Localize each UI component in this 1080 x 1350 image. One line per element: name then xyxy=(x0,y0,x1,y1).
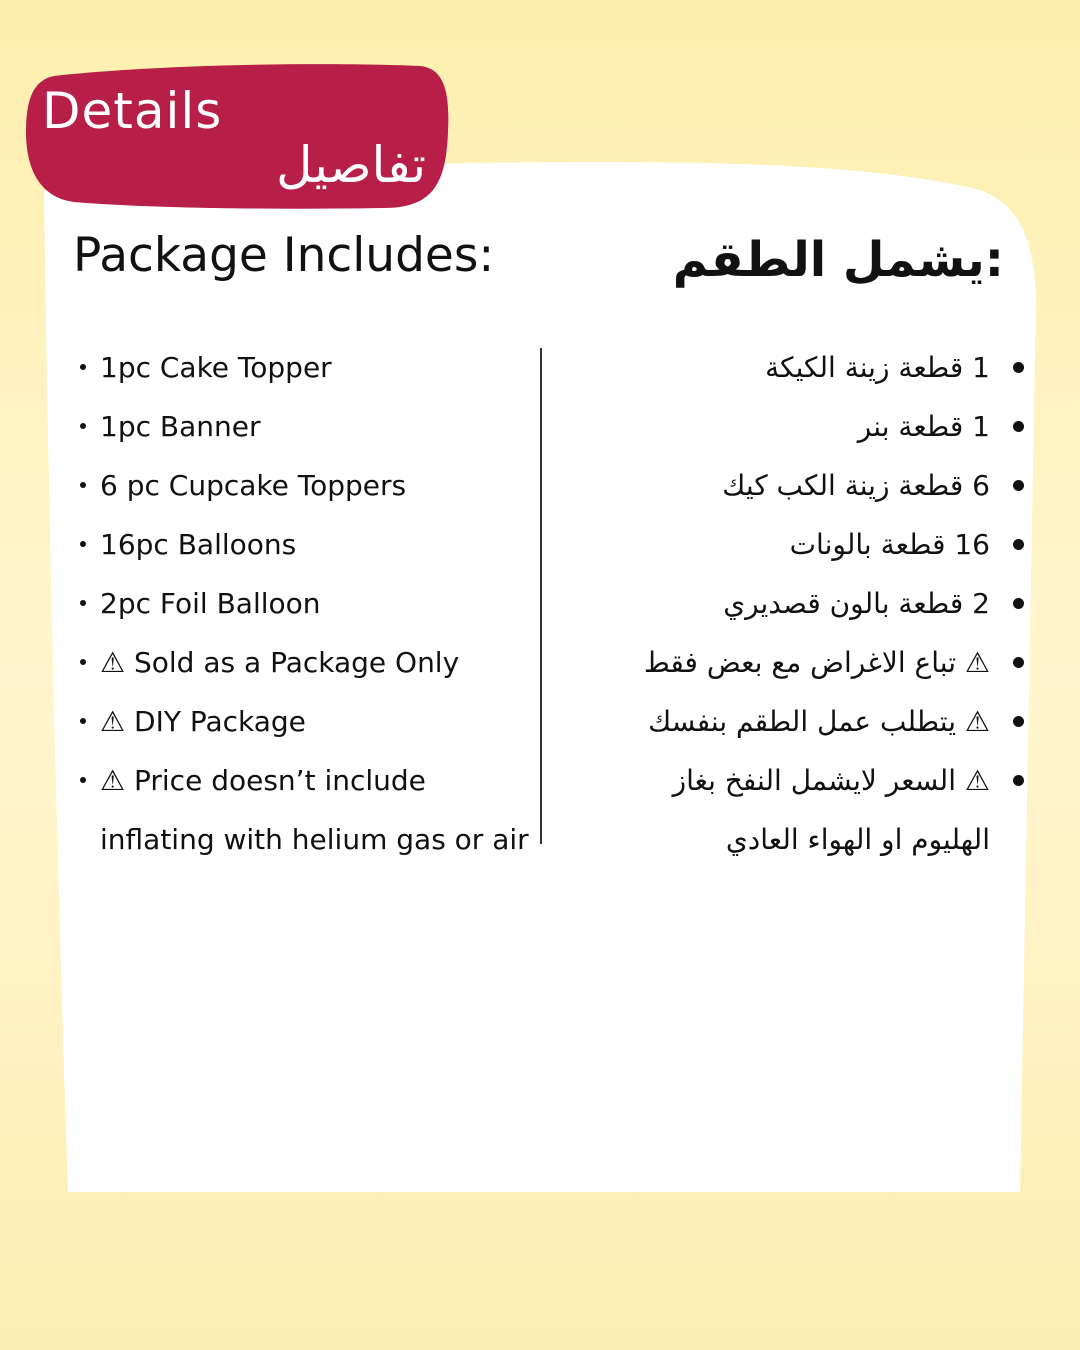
list-item: 2pc Foil Balloon xyxy=(100,574,530,633)
list-item: ⚠ يتطلب عمل الطقم بنفسك xyxy=(584,692,1024,751)
list-item: 6 pc Cupcake Toppers xyxy=(100,456,530,515)
list-item-continuation: inflating with helium gas or air xyxy=(100,823,529,856)
list-item: 1pc Banner xyxy=(100,397,530,456)
list-item-continuation: الهليوم او الهواء العادي xyxy=(725,823,990,856)
details-title-ar: تفاصيل xyxy=(276,136,426,194)
column-divider xyxy=(540,348,542,844)
list-item: 2 قطعة بالون قصديري xyxy=(584,574,1024,633)
list-item: 16 قطعة بالونات xyxy=(584,515,1024,574)
list-item: ⚠ Sold as a Package Only xyxy=(100,633,530,692)
list-item: 1 قطعة زينة الكيكة xyxy=(584,338,1024,397)
list-item: ⚠ DIY Package xyxy=(100,692,530,751)
list-item: ⚠ السعر لايشمل النفخ بغاز الهليوم او الهواء العادي xyxy=(584,751,1024,869)
list-item: 1 قطعة بنر xyxy=(584,397,1024,456)
list-item: ⚠ تباع الاغراض مع بعض فقط xyxy=(584,633,1024,692)
list-item: 6 قطعة زينة الكب كيك xyxy=(584,456,1024,515)
list-item: 16pc Balloons xyxy=(100,515,530,574)
list-item: ⚠ Price doesn’t include inflating with helium gas or air xyxy=(100,751,530,869)
package-list-ar xyxy=(584,338,1024,869)
package-includes-heading-en: Package Includes: xyxy=(73,228,495,283)
package-includes-heading-ar: :يشمل الطقم xyxy=(672,232,1004,288)
details-badge xyxy=(24,62,450,210)
package-list-en xyxy=(100,338,530,869)
details-title-en: Details xyxy=(42,82,223,140)
list-item: 1pc Cake Topper xyxy=(100,338,530,397)
